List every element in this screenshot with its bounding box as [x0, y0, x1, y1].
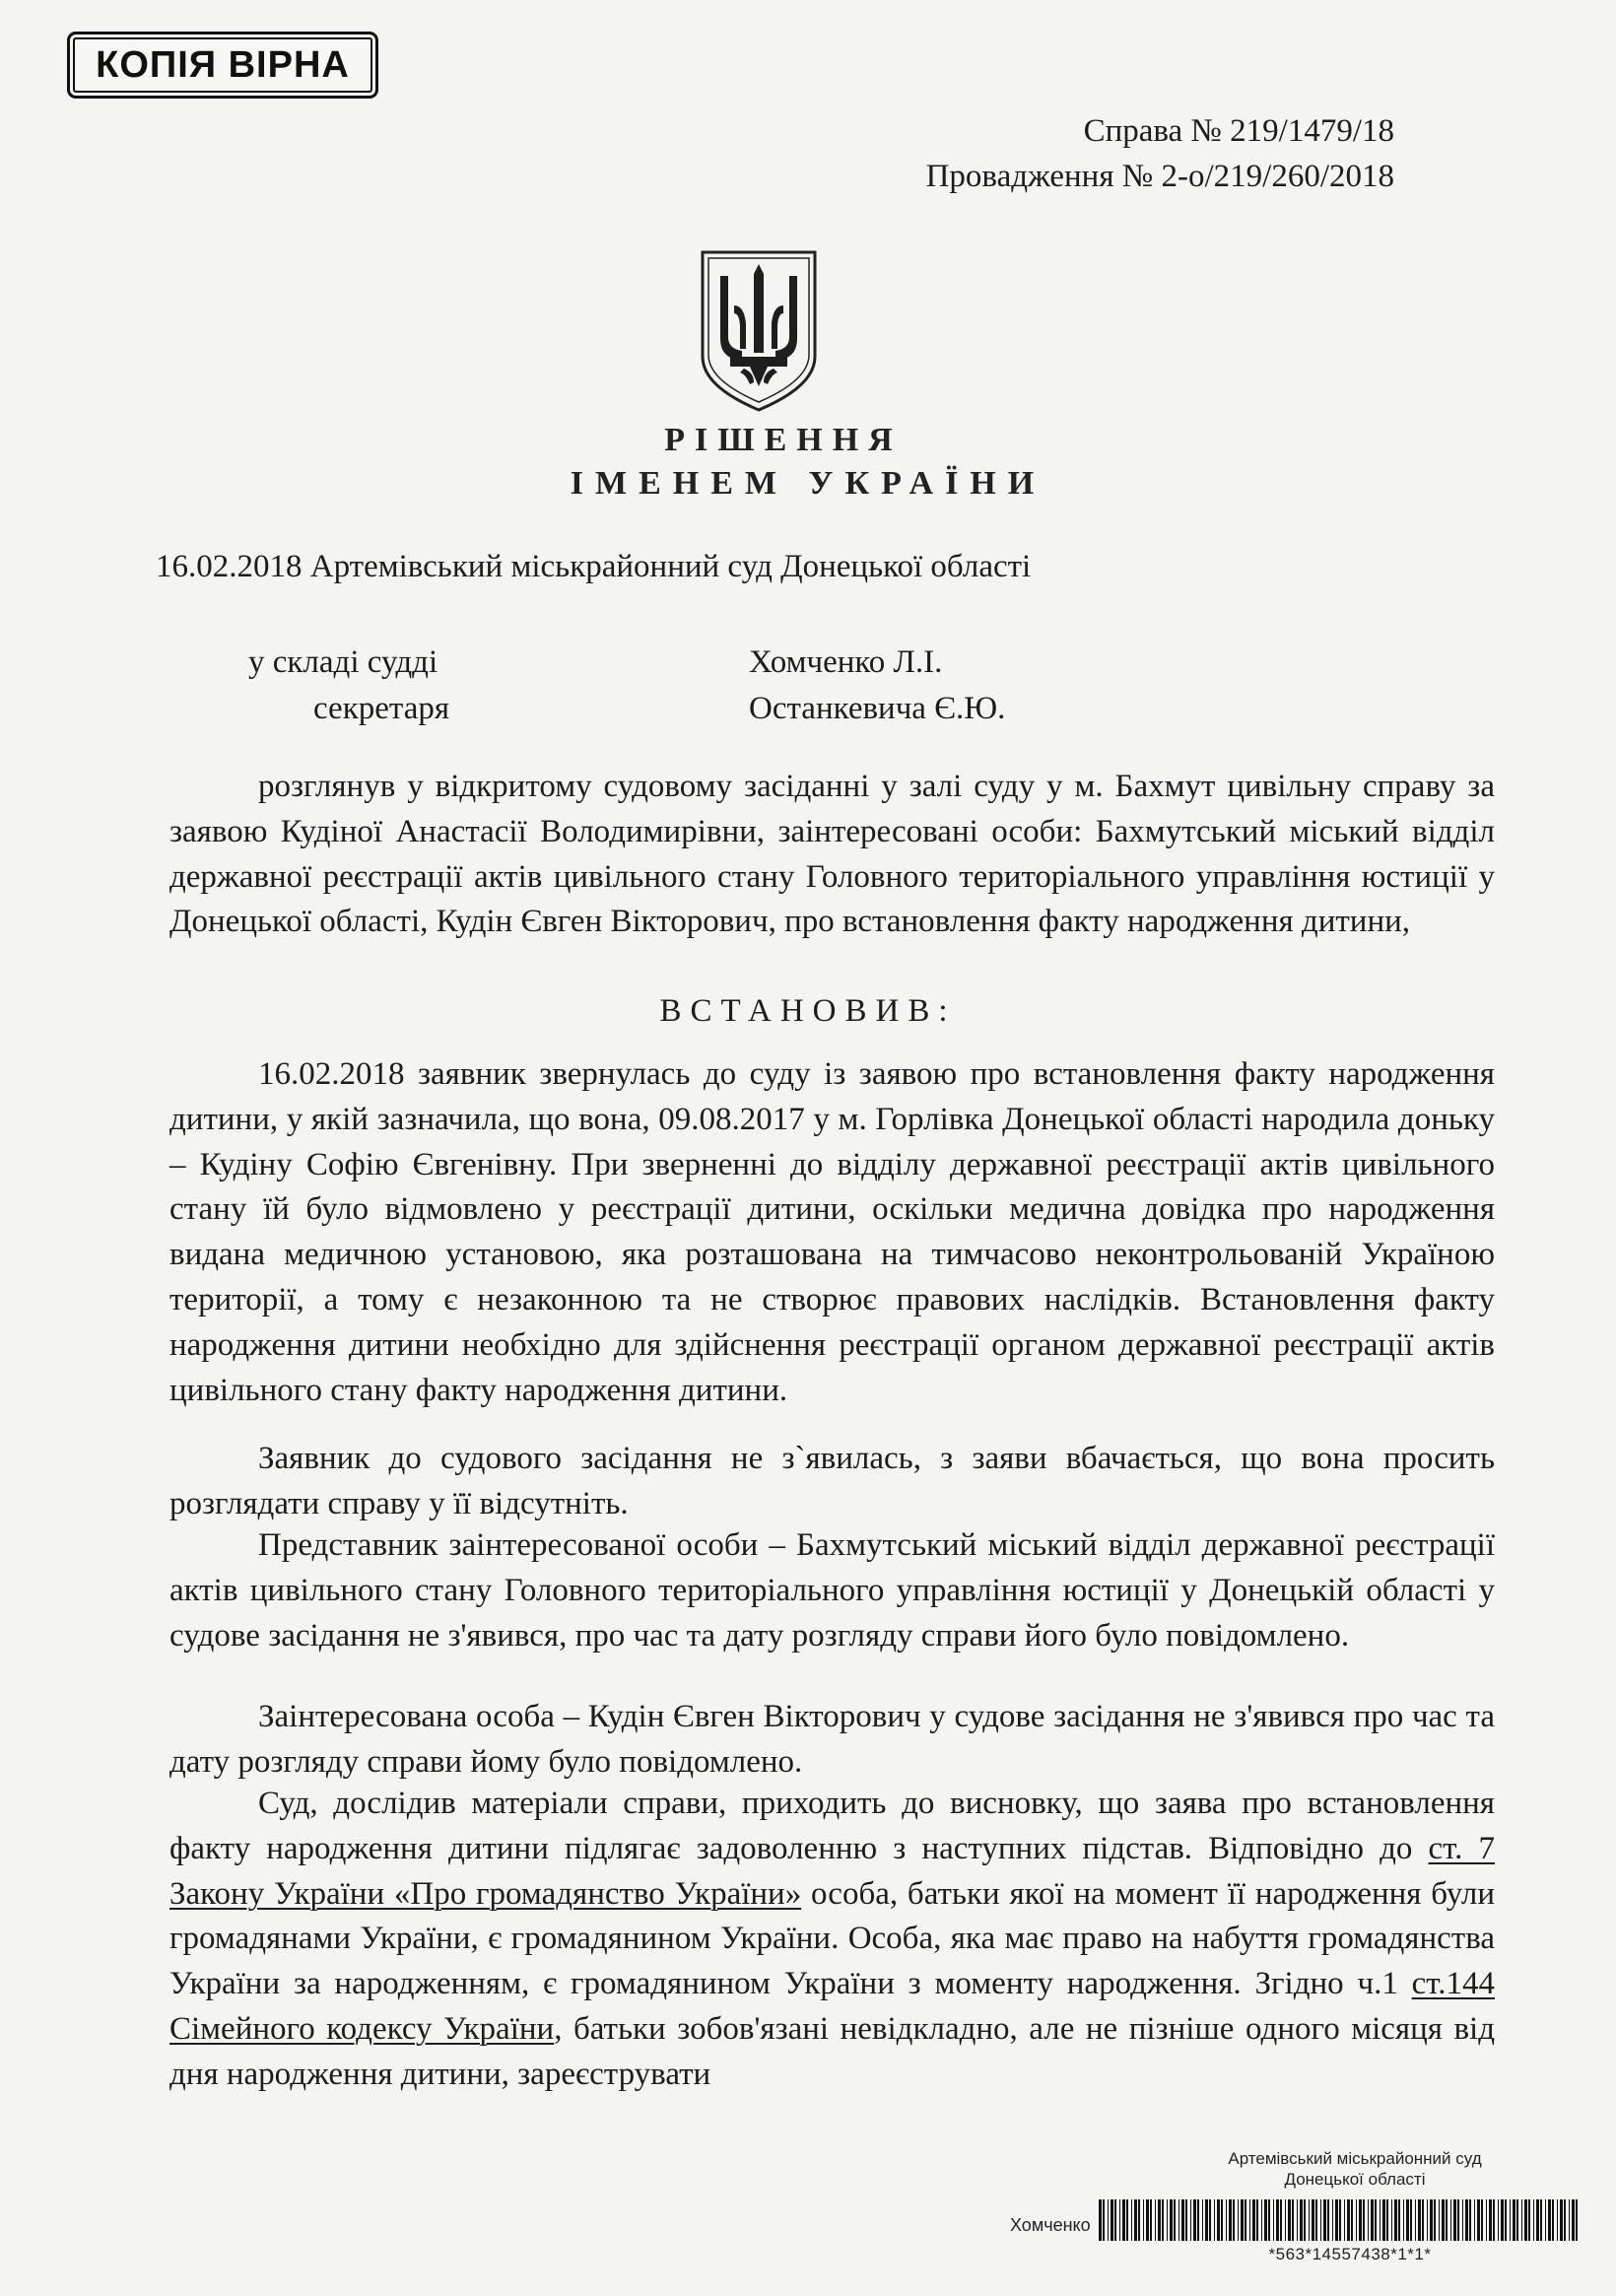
- barcode-bar: [1185, 2199, 1187, 2241]
- barcode-bar: [1221, 2199, 1223, 2241]
- barcode-bar: [1453, 2199, 1456, 2241]
- barcode-bar: [1170, 2199, 1173, 2241]
- decision-subtitle: ІМЕНЕМ УКРАЇНИ: [570, 465, 1046, 502]
- barcode-bar: [1489, 2199, 1492, 2241]
- barcode-bar: [1450, 2199, 1451, 2241]
- barcode-bar: [1273, 2199, 1274, 2241]
- paragraph: [169, 1523, 1495, 1658]
- barcode-bar: [1501, 2199, 1504, 2241]
- barcode-bar: [1315, 2199, 1317, 2241]
- barcode-bar: [1521, 2199, 1522, 2241]
- barcode-bar: [1415, 2199, 1416, 2241]
- paragraph-text: 16.02.2018 заявник звернулась до суду із заявою про встановлення факту народження дитини, у якій зазначила, що вона, 09.08.2017 у м. Горлівка Донецької області народила доньку – Кудіну Софію Євгенівну. При зверненні до відділу державної реєстрації актів цивільного стану їй було відмовлено у реєстрації дитини, оскільки медична довідка про народження видана медичною установою, яка розташована на тимчасово неконтрольованій Україною території, а тому є незаконною та не створює правових наслідків. Встановлення факту народження дитини необхідно для здійснення реєстрації органом державної реєстрації актів цивільного стану факту народження дитини.: [169, 1056, 1495, 1408]
- case-reference: [926, 108, 1394, 199]
- court-line: 16.02.2018 Артемівський міськрайонний суд Донецької області: [156, 549, 1032, 584]
- barcode-bar: [1540, 2199, 1542, 2241]
- barcode-bar: [1486, 2199, 1487, 2241]
- barcode-bar: [1122, 2199, 1125, 2241]
- barcode-bar: [1111, 2199, 1113, 2241]
- coat-of-arms-icon: [695, 246, 823, 414]
- barcode-bar: [1462, 2199, 1463, 2241]
- paragraph-text: Заінтересована особа – Кудін Євген Вікторович у судове засідання не з'явився про час та дату розгляду справи йому було повідомлено.: [169, 1699, 1495, 1780]
- barcode-bar: [1134, 2199, 1137, 2241]
- judge-label: у складі судді: [248, 644, 438, 680]
- barcode-bar: [1245, 2199, 1246, 2241]
- barcode-bar: [1493, 2199, 1495, 2241]
- barcode-bar: [1371, 2199, 1374, 2241]
- court-stamp-line: Донецької області: [1284, 2170, 1426, 2189]
- barcode-bar: [1439, 2199, 1440, 2241]
- barcode-bar: [1193, 2199, 1196, 2241]
- barcode-bar: [1268, 2199, 1270, 2241]
- paragraph-text: Суд, дослідив матеріали справи, приходить до висновку, що заява про встановлення факту народження дитини підлягає задоволенню з наступних підстав. Відповідно до: [169, 1786, 1495, 1866]
- barcode-bar: [1528, 2199, 1530, 2241]
- barcode-bar: [1356, 2199, 1357, 2241]
- barcode-bar: [1297, 2199, 1298, 2241]
- certified-copy-stamp: КОПІЯ ВІРНА: [67, 32, 378, 99]
- barcode-bar: [1406, 2199, 1409, 2241]
- barcode-bar: [1457, 2199, 1459, 2241]
- barcode-bar: [1202, 2199, 1203, 2241]
- intro-paragraph: [169, 765, 1495, 945]
- barcode-bar: [1241, 2199, 1244, 2241]
- barcode-bar: [1533, 2199, 1534, 2241]
- barcode-bar: [1560, 2199, 1563, 2241]
- barcode-bar: [1446, 2199, 1448, 2241]
- paragraph: [169, 1052, 1495, 1413]
- paragraph-text: , батьки зобов'язані невідкладно, але не пізніше одного місяця від дня народження дитини, зареєструвати: [169, 2010, 1495, 2092]
- barcode-bar: [1146, 2199, 1149, 2241]
- barcode-bar: [1214, 2199, 1215, 2241]
- law-link[interactable]: ст.144 Сімейного кодексу України: [169, 1966, 1495, 2047]
- barcode-bar: [1351, 2199, 1353, 2241]
- barcode-bar: [1276, 2199, 1279, 2241]
- barcode-bar: [1304, 2199, 1306, 2241]
- barcode-bar: [1261, 2199, 1262, 2241]
- barcode-bar: [1167, 2199, 1168, 2241]
- barcode-number: *563*14557438*1*1*: [1268, 2245, 1432, 2263]
- barcode-bar: [1288, 2199, 1291, 2241]
- secretary-label: секретаря: [313, 691, 450, 726]
- paragraph: [169, 1695, 1495, 1786]
- barcode-bar: [1131, 2199, 1132, 2241]
- barcode-bar: [1190, 2199, 1191, 2241]
- barcode-bar: [1233, 2199, 1235, 2241]
- barcode-bar: [1552, 2199, 1554, 2241]
- barcode-bar: [1205, 2199, 1208, 2241]
- barcode-bar: [1347, 2199, 1350, 2241]
- court-stamp-line: Артемівський міськрайонний суд: [1228, 2149, 1482, 2168]
- barcode-bar: [1209, 2199, 1211, 2241]
- barcode-bar: [1398, 2199, 1400, 2241]
- barcode-bar: [1292, 2199, 1294, 2241]
- barcode-bar: [1162, 2199, 1164, 2241]
- established-heading: ВСТАНОВИВ:: [659, 993, 957, 1029]
- intro-text: розглянув у відкритому судовому засіданні у залі суду у м. Бахмут цивільну справу за заявою Кудіної Анастасії Володимирівни, заінтересовані особи: Бахмутський міський відділ державної реєстрації актів цивільного стану Головного територіального управління юстиції у Донецької області, Кудін Євген Вікторович, про встановлення факту народження дитини,: [169, 769, 1495, 940]
- barcode-bar: [1524, 2199, 1527, 2241]
- paragraph-text: особа, батьки якої на момент її народження були громадянами України, є громадянином України. Особа, яка має право на набуття громадянства України за народженням, є громадянином України з моменту народження. Згідно ч.1: [169, 1875, 1495, 2002]
- barcode-bar: [1368, 2199, 1369, 2241]
- barcode-bar: [1320, 2199, 1321, 2241]
- paragraph: [169, 1782, 1495, 2098]
- barcode-bar: [1477, 2199, 1480, 2241]
- barcode-bar: [1339, 2199, 1341, 2241]
- law-link[interactable]: ст. 7 Закону України «Про громадянство України»: [169, 1830, 1495, 1912]
- proceeding-number: Провадження № 2-о/219/260/2018: [925, 159, 1394, 194]
- barcode-bar: [1410, 2199, 1412, 2241]
- barcode-bar: [1181, 2199, 1184, 2241]
- barcode-bar: [1545, 2199, 1546, 2241]
- barcode-bar: [1138, 2199, 1140, 2241]
- barcode-bar: [1252, 2199, 1255, 2241]
- barcode-bar: [1363, 2199, 1365, 2241]
- barcode-bar: [1264, 2199, 1267, 2241]
- barcode-bar: [1430, 2199, 1433, 2241]
- barcode-bar: [1382, 2199, 1385, 2241]
- barcode-bar: [1249, 2199, 1250, 2241]
- barcode-bar: [1516, 2199, 1518, 2241]
- barcode-bar: [1238, 2199, 1239, 2241]
- barcode-bar: [1513, 2199, 1515, 2241]
- barcode-bar: [1229, 2199, 1232, 2241]
- decision-title: РІШЕННЯ: [664, 422, 903, 458]
- barcode-bar: [1323, 2199, 1326, 2241]
- barcode-bar: [1510, 2199, 1511, 2241]
- barcode-bar: [1481, 2199, 1483, 2241]
- barcode-bar: [1557, 2199, 1558, 2241]
- barcode-bar: [1174, 2199, 1176, 2241]
- barcode-bar: [1569, 2199, 1570, 2241]
- paragraph: [169, 1437, 1495, 1527]
- barcode-bar: [1335, 2199, 1338, 2241]
- barcode-bar: [1474, 2199, 1475, 2241]
- barcode-bar: [1280, 2199, 1282, 2241]
- barcode-bar: [1103, 2199, 1105, 2241]
- barcode-bar: [1344, 2199, 1345, 2241]
- case-number: Справа № 219/1479/18: [1083, 113, 1394, 149]
- signer-name: Хомченко: [1010, 2215, 1091, 2235]
- barcode-bar: [1150, 2199, 1152, 2241]
- barcode-bar: [1099, 2199, 1102, 2241]
- barcode-bar: [1114, 2199, 1116, 2241]
- barcode-bar: [1564, 2199, 1566, 2241]
- judge-name: Хомченко Л.І.: [749, 644, 943, 680]
- barcode-bar: [1108, 2199, 1109, 2241]
- barcode-bar: [1498, 2199, 1499, 2241]
- paragraph-text: Заявник до судового засідання не з`явилась, з заяви вбачається, що вона просить розглядати справу у її відсутніть.: [169, 1441, 1495, 1521]
- court-stamp: [1187, 2148, 1522, 2190]
- barcode-bar: [1143, 2199, 1144, 2241]
- barcode-bar: [1576, 2199, 1578, 2241]
- barcode-bar: [1469, 2199, 1471, 2241]
- barcode-bar: [1548, 2199, 1551, 2241]
- barcode-bar: [1386, 2199, 1388, 2241]
- barcode-bar: [1312, 2199, 1314, 2241]
- barcode-bar: [1572, 2199, 1575, 2241]
- barcode-bar: [1394, 2199, 1397, 2241]
- barcode-bar: [1256, 2199, 1258, 2241]
- barcode-bar: [1332, 2199, 1333, 2241]
- barcode-bar: [1442, 2199, 1445, 2241]
- barcode-bar: [1403, 2199, 1404, 2241]
- paragraph-text: Представник заінтересованої особи – Бахмутський міський відділ державної реєстрації актів цивільного стану Головного територіального управління юстиції у Донецькій області у судове засідання не з'явився, про час та дату розгляду справи його було повідомлено.: [169, 1527, 1495, 1654]
- barcode-bar: [1391, 2199, 1392, 2241]
- barcode-bar: [1422, 2199, 1424, 2241]
- barcode-bar: [1155, 2199, 1156, 2241]
- barcode-bar: [1158, 2199, 1161, 2241]
- barcode-bar: [1427, 2199, 1428, 2241]
- barcode-bar: [1505, 2199, 1507, 2241]
- barcode: [1099, 2199, 1582, 2241]
- secretary-name: Останкевича Є.Ю.: [749, 691, 1006, 726]
- barcode-bar: [1217, 2199, 1220, 2241]
- barcode-bar: [1327, 2199, 1329, 2241]
- barcode-bar: [1197, 2199, 1199, 2241]
- barcode-bar: [1309, 2199, 1310, 2241]
- barcode-bar: [1178, 2199, 1179, 2241]
- barcode-bar: [1418, 2199, 1421, 2241]
- barcode-bar: [1536, 2199, 1539, 2241]
- barcode-bar: [1126, 2199, 1128, 2241]
- barcode-bar: [1465, 2199, 1468, 2241]
- barcode-bar: [1375, 2199, 1377, 2241]
- barcode-bar: [1300, 2199, 1303, 2241]
- barcode-bar: [1285, 2199, 1286, 2241]
- barcode-bar: [1359, 2199, 1362, 2241]
- barcode-bar: [1119, 2199, 1120, 2241]
- barcode-bar: [1226, 2199, 1227, 2241]
- barcode-bar: [1434, 2199, 1436, 2241]
